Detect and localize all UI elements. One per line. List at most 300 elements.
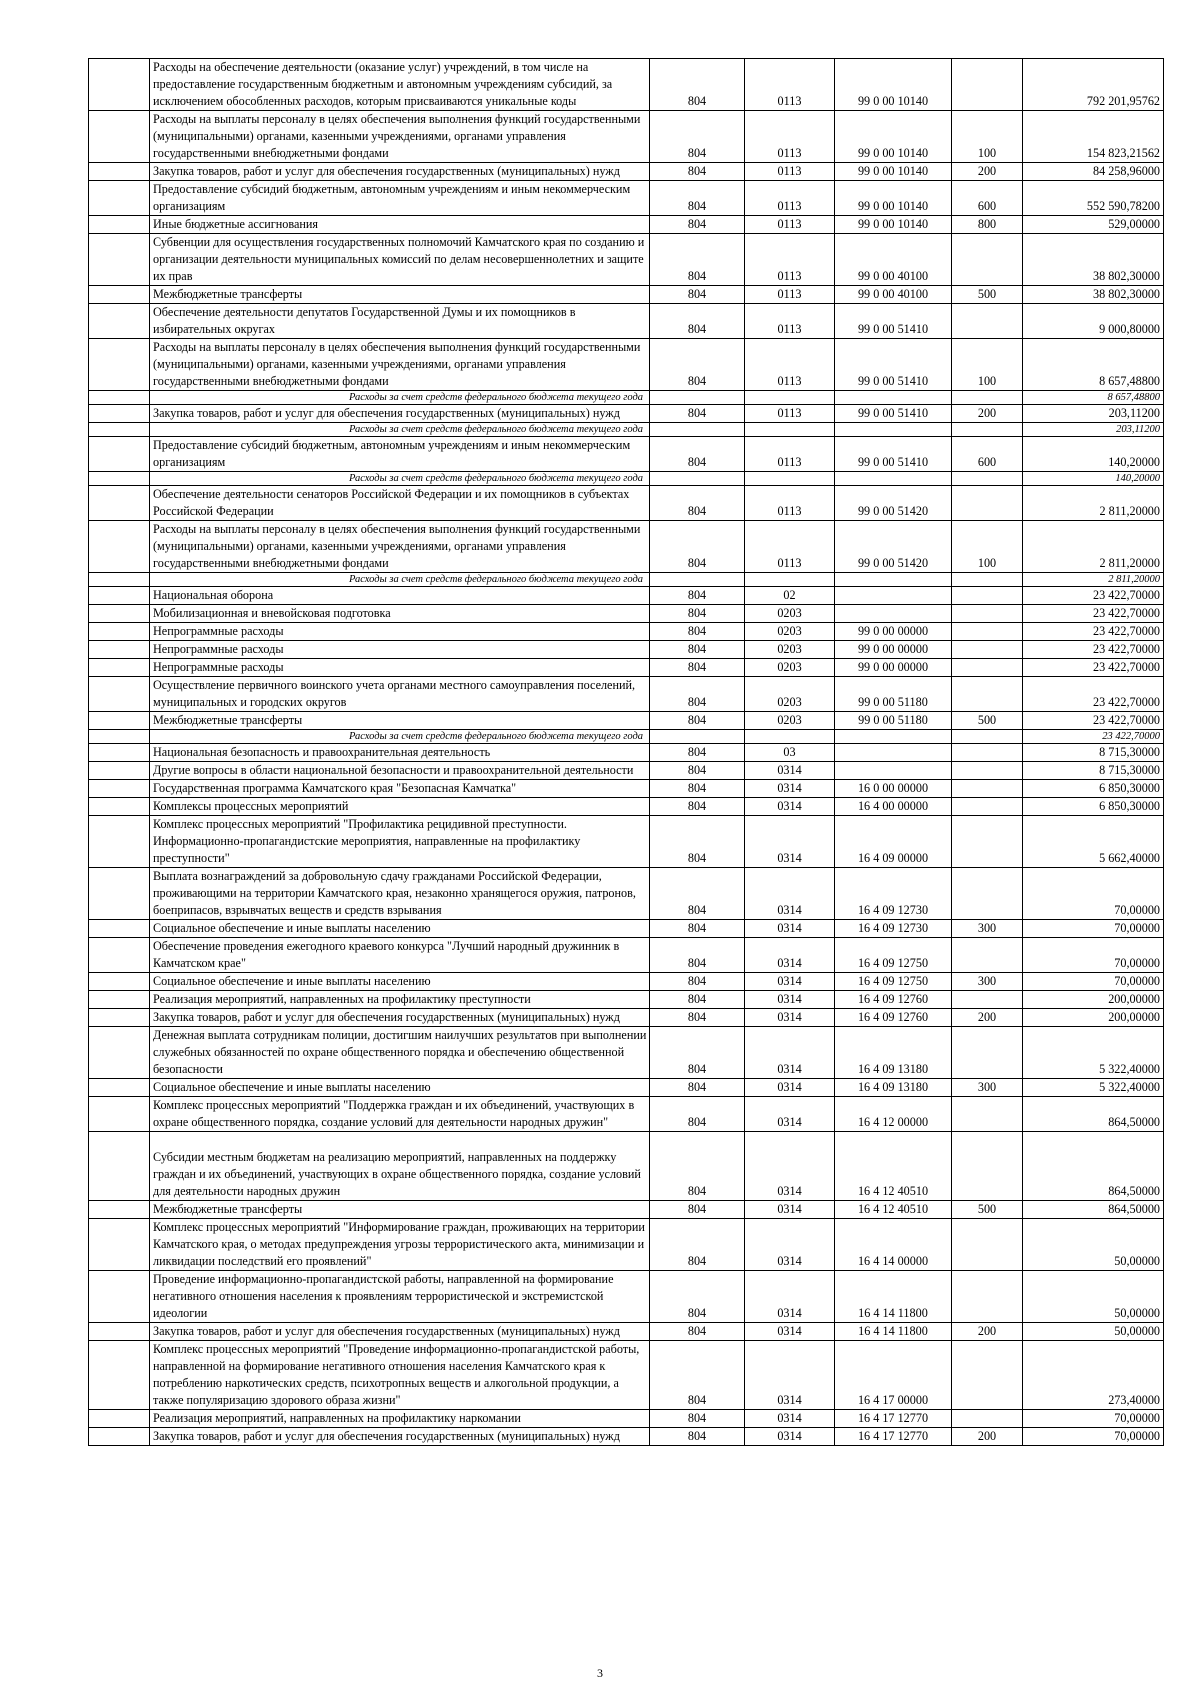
row-section-code: 0314: [745, 1132, 835, 1201]
row-target-code: 99 0 00 51180: [835, 677, 952, 712]
row-ved-code: 804: [650, 1079, 745, 1097]
row-section-code: [745, 391, 835, 405]
row-name: Национальная безопасность и правоохранительная деятельность: [150, 744, 650, 762]
budget-table: [88, 58, 1164, 1446]
row-amount: 2 811,20000: [1023, 521, 1164, 573]
row-amount: 8 715,30000: [1023, 762, 1164, 780]
row-section-code: [745, 423, 835, 437]
table-row: [89, 798, 1164, 816]
table-row: [89, 1027, 1164, 1079]
table-row: [89, 1323, 1164, 1341]
row-margin-cell: [89, 1079, 150, 1097]
row-ved-code: [650, 472, 745, 486]
row-expense-type: [952, 1341, 1023, 1410]
row-section-code: [745, 573, 835, 587]
table-row: [89, 587, 1164, 605]
row-amount: 84 258,96000: [1023, 163, 1164, 181]
row-margin-cell: [89, 712, 150, 730]
row-amount: 70,00000: [1023, 1410, 1164, 1428]
table-row: [89, 1271, 1164, 1323]
row-ved-code: 804: [650, 1027, 745, 1079]
row-ved-code: 804: [650, 938, 745, 973]
table-row: [89, 437, 1164, 472]
row-margin-cell: [89, 677, 150, 712]
row-expense-type: [952, 780, 1023, 798]
row-expense-type: 100: [952, 339, 1023, 391]
row-section-code: 0314: [745, 938, 835, 973]
row-margin-cell: [89, 234, 150, 286]
row-name: Иные бюджетные ассигнования: [150, 216, 650, 234]
page-number: 3: [597, 1666, 603, 1680]
row-ved-code: 804: [650, 641, 745, 659]
row-expense-type: [952, 762, 1023, 780]
row-ved-code: 804: [650, 991, 745, 1009]
table-row: [89, 1079, 1164, 1097]
row-ved-code: 804: [650, 1410, 745, 1428]
row-name: Государственная программа Камчатского края "Безопасная Камчатка": [150, 780, 650, 798]
row-target-code: 99 0 00 51410: [835, 437, 952, 472]
row-ved-code: 804: [650, 1132, 745, 1201]
row-target-code: [835, 730, 952, 744]
row-name: Непрограммные расходы: [150, 659, 650, 677]
table-row: [89, 816, 1164, 868]
budget-table-body: [89, 59, 1164, 1446]
table-row: [89, 286, 1164, 304]
row-margin-cell: [89, 816, 150, 868]
row-section-code: 0113: [745, 405, 835, 423]
row-name: Социальное обеспечение и иные выплаты населению: [150, 1079, 650, 1097]
federal-budget-row: [89, 573, 1164, 587]
row-ved-code: [650, 391, 745, 405]
row-expense-type: 200: [952, 163, 1023, 181]
row-expense-type: [952, 573, 1023, 587]
row-ved-code: 804: [650, 605, 745, 623]
row-name: Национальная оборона: [150, 587, 650, 605]
row-target-code: 16 4 12 40510: [835, 1201, 952, 1219]
row-section-code: [745, 730, 835, 744]
federal-budget-row: [89, 730, 1164, 744]
row-target-code: 16 4 09 12730: [835, 868, 952, 920]
row-margin-cell: [89, 973, 150, 991]
row-target-code: 99 0 00 10140: [835, 181, 952, 216]
row-amount: 23 422,70000: [1023, 587, 1164, 605]
row-amount: 23 422,70000: [1023, 605, 1164, 623]
row-name: Комплекс процессных мероприятий "Поддержка граждан и их объединений, участвующих в охране общественного порядка, создание условий для деятельности народных дружин": [150, 1097, 650, 1132]
row-name: Непрограммные расходы: [150, 623, 650, 641]
row-target-code: 99 0 00 10140: [835, 163, 952, 181]
row-name: Осуществление первичного воинского учета органами местного самоуправления поселений, муниципальных и городских округов: [150, 677, 650, 712]
row-margin-cell: [89, 780, 150, 798]
row-amount: 203,11200: [1023, 405, 1164, 423]
row-amount: 792 201,95762: [1023, 59, 1164, 111]
row-target-code: 16 4 12 00000: [835, 1097, 952, 1132]
row-amount: 50,00000: [1023, 1271, 1164, 1323]
row-target-code: [835, 573, 952, 587]
row-amount: 5 662,40000: [1023, 816, 1164, 868]
table-row: [89, 605, 1164, 623]
row-section-code: 0203: [745, 712, 835, 730]
row-margin-cell: [89, 472, 150, 486]
table-row: [89, 339, 1164, 391]
row-expense-type: [952, 744, 1023, 762]
row-amount: 38 802,30000: [1023, 234, 1164, 286]
row-expense-type: [952, 816, 1023, 868]
row-target-code: 99 0 00 51420: [835, 521, 952, 573]
row-expense-type: [952, 59, 1023, 111]
row-amount: 23 422,70000: [1023, 712, 1164, 730]
budget-table-wrapper: [88, 58, 1164, 1446]
row-ved-code: 804: [650, 677, 745, 712]
row-amount: 6 850,30000: [1023, 798, 1164, 816]
row-target-code: 99 0 00 00000: [835, 659, 952, 677]
row-margin-cell: [89, 304, 150, 339]
row-section-code: 0113: [745, 339, 835, 391]
row-ved-code: 804: [650, 1323, 745, 1341]
row-name: Закупка товаров, работ и услуг для обеспечения государственных (муниципальных) нужд: [150, 1323, 650, 1341]
row-ved-code: 804: [650, 1097, 745, 1132]
row-target-code: 16 0 00 00000: [835, 780, 952, 798]
row-ved-code: 804: [650, 798, 745, 816]
row-name: Комплекс процессных мероприятий "Профилактика рецидивной преступности. Информационно-пропагандистские мероприятия, направленные на профилактику преступности": [150, 816, 650, 868]
row-target-code: [835, 423, 952, 437]
row-ved-code: 804: [650, 744, 745, 762]
table-row: [89, 659, 1164, 677]
row-section-code: 0113: [745, 59, 835, 111]
row-amount: 23 422,70000: [1023, 641, 1164, 659]
row-target-code: [835, 391, 952, 405]
row-expense-type: 300: [952, 1079, 1023, 1097]
row-margin-cell: [89, 868, 150, 920]
row-ved-code: 804: [650, 286, 745, 304]
row-section-code: 0113: [745, 437, 835, 472]
row-target-code: 16 4 17 00000: [835, 1341, 952, 1410]
row-margin-cell: [89, 641, 150, 659]
row-expense-type: [952, 472, 1023, 486]
row-amount: 273,40000: [1023, 1341, 1164, 1410]
row-amount: 8 657,48800: [1023, 339, 1164, 391]
row-expense-type: [952, 587, 1023, 605]
row-name: Расходы на выплаты персоналу в целях обеспечения выполнения функций государственными (муниципальными) органами, казенными учреждениями, органами управления государственными внебюджетными фондами: [150, 521, 650, 573]
row-expense-type: [952, 1410, 1023, 1428]
row-name: Обеспечение деятельности депутатов Государственной Думы и их помощников в избирательных округах: [150, 304, 650, 339]
table-row: [89, 1132, 1164, 1201]
table-row: [89, 973, 1164, 991]
row-amount: 203,11200: [1023, 423, 1164, 437]
row-ved-code: 804: [650, 111, 745, 163]
row-target-code: 99 0 00 40100: [835, 286, 952, 304]
row-margin-cell: [89, 920, 150, 938]
row-margin-cell: [89, 1219, 150, 1271]
row-name: Проведение информационно-пропагандистской работы, направленной на формирование негативного отношения населения к проявлениям террористической и экстремистской идеологии: [150, 1271, 650, 1323]
row-amount: 8 657,48800: [1023, 391, 1164, 405]
row-expense-type: 600: [952, 437, 1023, 472]
row-expense-type: [952, 798, 1023, 816]
row-section-code: 0113: [745, 286, 835, 304]
row-name: Расходы за счет средств федерального бюджета текущего года: [150, 573, 650, 587]
row-expense-type: [952, 486, 1023, 521]
row-expense-type: [952, 641, 1023, 659]
row-target-code: 16 4 14 11800: [835, 1271, 952, 1323]
row-margin-cell: [89, 762, 150, 780]
row-ved-code: 804: [650, 920, 745, 938]
row-amount: 864,50000: [1023, 1132, 1164, 1201]
table-row: [89, 920, 1164, 938]
row-amount: 70,00000: [1023, 920, 1164, 938]
row-target-code: 16 4 09 00000: [835, 816, 952, 868]
row-ved-code: 804: [650, 780, 745, 798]
row-ved-code: 804: [650, 234, 745, 286]
row-target-code: 16 4 09 12750: [835, 938, 952, 973]
row-target-code: 99 0 00 40100: [835, 234, 952, 286]
row-name: Непрограммные расходы: [150, 641, 650, 659]
row-target-code: 16 4 09 13180: [835, 1027, 952, 1079]
row-margin-cell: [89, 798, 150, 816]
row-section-code: 0314: [745, 1323, 835, 1341]
row-margin-cell: [89, 1132, 150, 1201]
row-target-code: 99 0 00 00000: [835, 623, 952, 641]
table-row: [89, 163, 1164, 181]
table-row: [89, 762, 1164, 780]
row-target-code: 16 4 09 12750: [835, 973, 952, 991]
row-target-code: [835, 744, 952, 762]
row-amount: 23 422,70000: [1023, 730, 1164, 744]
row-amount: 23 422,70000: [1023, 623, 1164, 641]
row-expense-type: [952, 304, 1023, 339]
row-margin-cell: [89, 1009, 150, 1027]
table-row: [89, 111, 1164, 163]
row-target-code: 99 0 00 51410: [835, 339, 952, 391]
row-name: Межбюджетные трансферты: [150, 1201, 650, 1219]
row-section-code: 0113: [745, 181, 835, 216]
row-amount: 864,50000: [1023, 1097, 1164, 1132]
row-ved-code: 804: [650, 216, 745, 234]
row-expense-type: 600: [952, 181, 1023, 216]
row-margin-cell: [89, 1271, 150, 1323]
row-target-code: 16 4 14 11800: [835, 1323, 952, 1341]
row-section-code: 0314: [745, 1097, 835, 1132]
row-ved-code: 804: [650, 437, 745, 472]
row-margin-cell: [89, 1428, 150, 1446]
row-expense-type: 200: [952, 1428, 1023, 1446]
row-name: Расходы на обеспечение деятельности (оказание услуг) учреждений, в том числе на предоставление государственным бюджетным и автономным учреждениям субсидий, за исключением обособленных расходов, которым присваиваются уникальные коды: [150, 59, 650, 111]
row-section-code: 0314: [745, 1009, 835, 1027]
row-ved-code: 804: [650, 973, 745, 991]
row-ved-code: 804: [650, 339, 745, 391]
row-amount: 23 422,70000: [1023, 659, 1164, 677]
row-section-code: 0314: [745, 798, 835, 816]
row-section-code: 0314: [745, 1271, 835, 1323]
row-margin-cell: [89, 938, 150, 973]
table-row: [89, 486, 1164, 521]
row-name: Расходы за счет средств федерального бюджета текущего года: [150, 423, 650, 437]
row-name: Закупка товаров, работ и услуг для обеспечения государственных (муниципальных) нужд: [150, 405, 650, 423]
row-expense-type: 500: [952, 712, 1023, 730]
row-amount: 200,00000: [1023, 1009, 1164, 1027]
row-name: Обеспечение проведения ежегодного краевого конкурса "Лучший народный дружинник в Камчатском крае": [150, 938, 650, 973]
row-section-code: 0314: [745, 1079, 835, 1097]
row-section-code: 0314: [745, 1428, 835, 1446]
row-expense-type: 500: [952, 286, 1023, 304]
row-section-code: 0314: [745, 1410, 835, 1428]
row-margin-cell: [89, 730, 150, 744]
table-row: [89, 1009, 1164, 1027]
row-section-code: 0203: [745, 677, 835, 712]
row-name: Закупка товаров, работ и услуг для обеспечения государственных (муниципальных) нужд: [150, 163, 650, 181]
table-row: [89, 744, 1164, 762]
row-name: Межбюджетные трансферты: [150, 286, 650, 304]
row-margin-cell: [89, 181, 150, 216]
row-section-code: 0314: [745, 1201, 835, 1219]
table-row: [89, 234, 1164, 286]
row-amount: 70,00000: [1023, 938, 1164, 973]
row-ved-code: 804: [650, 1428, 745, 1446]
federal-budget-row: [89, 423, 1164, 437]
table-row: [89, 623, 1164, 641]
row-expense-type: 300: [952, 920, 1023, 938]
table-row: [89, 938, 1164, 973]
row-expense-type: [952, 659, 1023, 677]
row-ved-code: 804: [650, 1009, 745, 1027]
row-margin-cell: [89, 623, 150, 641]
row-margin-cell: [89, 573, 150, 587]
row-expense-type: 200: [952, 1323, 1023, 1341]
row-expense-type: [952, 938, 1023, 973]
row-section-code: 0314: [745, 816, 835, 868]
row-ved-code: 804: [650, 816, 745, 868]
row-name: Расходы на выплаты персоналу в целях обеспечения выполнения функций государственными (муниципальными) органами, казенными учреждениями, органами управления государственными внебюджетными фондами: [150, 339, 650, 391]
row-expense-type: [952, 1132, 1023, 1201]
row-name: Расходы за счет средств федерального бюджета текущего года: [150, 472, 650, 486]
row-name: Закупка товаров, работ и услуг для обеспечения государственных (муниципальных) нужд: [150, 1009, 650, 1027]
row-name: Предоставление субсидий бюджетным, автономным учреждениям и иным некоммерческим организациям: [150, 437, 650, 472]
row-ved-code: 804: [650, 659, 745, 677]
row-target-code: 99 0 00 00000: [835, 641, 952, 659]
row-target-code: 16 4 09 12760: [835, 1009, 952, 1027]
row-amount: 154 823,21562: [1023, 111, 1164, 163]
row-section-code: 0314: [745, 991, 835, 1009]
row-section-code: 0113: [745, 216, 835, 234]
row-expense-type: [952, 1027, 1023, 1079]
row-margin-cell: [89, 111, 150, 163]
row-margin-cell: [89, 1410, 150, 1428]
row-expense-type: [952, 423, 1023, 437]
row-margin-cell: [89, 216, 150, 234]
table-row: [89, 712, 1164, 730]
row-target-code: 99 0 00 10140: [835, 111, 952, 163]
row-target-code: [835, 762, 952, 780]
row-expense-type: [952, 1219, 1023, 1271]
row-target-code: 99 0 00 51410: [835, 304, 952, 339]
row-section-code: 0113: [745, 111, 835, 163]
row-ved-code: 804: [650, 521, 745, 573]
row-section-code: 0314: [745, 780, 835, 798]
row-amount: 70,00000: [1023, 973, 1164, 991]
table-row: [89, 1428, 1164, 1446]
row-name: Закупка товаров, работ и услуг для обеспечения государственных (муниципальных) нужд: [150, 1428, 650, 1446]
row-margin-cell: [89, 163, 150, 181]
row-ved-code: 804: [650, 712, 745, 730]
row-expense-type: 200: [952, 405, 1023, 423]
table-row: [89, 677, 1164, 712]
row-section-code: 0314: [745, 868, 835, 920]
table-row: [89, 521, 1164, 573]
row-margin-cell: [89, 1097, 150, 1132]
row-section-code: 0113: [745, 521, 835, 573]
row-name: Денежная выплата сотрудникам полиции, достигшим наилучших результатов при выполнении служебных обязанностей по охране общественного порядка и обеспечению общественной безопасности: [150, 1027, 650, 1079]
row-amount: 70,00000: [1023, 868, 1164, 920]
row-expense-type: 100: [952, 111, 1023, 163]
row-margin-cell: [89, 991, 150, 1009]
row-amount: 529,00000: [1023, 216, 1164, 234]
row-expense-type: [952, 677, 1023, 712]
row-target-code: 16 4 00 00000: [835, 798, 952, 816]
row-ved-code: [650, 423, 745, 437]
row-section-code: [745, 472, 835, 486]
row-ved-code: 804: [650, 623, 745, 641]
row-name: Субсидии местным бюджетам на реализацию мероприятий, направленных на поддержку граждан и их объединений, участвующих в охране общественного порядка, создание условий для деятельности народных дружин: [150, 1132, 650, 1201]
row-ved-code: 804: [650, 1271, 745, 1323]
row-ved-code: [650, 730, 745, 744]
row-expense-type: [952, 391, 1023, 405]
row-ved-code: [650, 573, 745, 587]
row-ved-code: 804: [650, 1341, 745, 1410]
row-expense-type: 100: [952, 521, 1023, 573]
row-target-code: 16 4 09 12730: [835, 920, 952, 938]
row-expense-type: 500: [952, 1201, 1023, 1219]
row-target-code: 16 4 17 12770: [835, 1428, 952, 1446]
row-target-code: [835, 605, 952, 623]
row-margin-cell: [89, 1201, 150, 1219]
row-margin-cell: [89, 339, 150, 391]
row-name: Комплекс процессных мероприятий "Проведение информационно-пропагандистской работы, направленной на формирование негативного отношения населения Камчатского края к потреблению наркотических средств, психотропных веществ и алкогольной продукции, а также популяризацию здорового образа жизни": [150, 1341, 650, 1410]
row-margin-cell: [89, 521, 150, 573]
federal-budget-row: [89, 472, 1164, 486]
row-section-code: 0113: [745, 163, 835, 181]
row-ved-code: 804: [650, 868, 745, 920]
row-amount: 864,50000: [1023, 1201, 1164, 1219]
table-row: [89, 1341, 1164, 1410]
row-expense-type: [952, 991, 1023, 1009]
row-amount: 2 811,20000: [1023, 486, 1164, 521]
row-margin-cell: [89, 391, 150, 405]
row-margin-cell: [89, 587, 150, 605]
row-expense-type: [952, 623, 1023, 641]
row-ved-code: 804: [650, 1219, 745, 1271]
row-amount: 8 715,30000: [1023, 744, 1164, 762]
table-row: [89, 59, 1164, 111]
row-margin-cell: [89, 1027, 150, 1079]
row-name: Предоставление субсидий бюджетным, автономным учреждениям и иным некоммерческим организациям: [150, 181, 650, 216]
row-amount: 50,00000: [1023, 1219, 1164, 1271]
row-ved-code: 804: [650, 405, 745, 423]
row-section-code: 0203: [745, 623, 835, 641]
row-name: Мобилизационная и вневойсковая подготовка: [150, 605, 650, 623]
table-row: [89, 216, 1164, 234]
row-expense-type: 300: [952, 973, 1023, 991]
table-row: [89, 1410, 1164, 1428]
row-name: Реализация мероприятий, направленных на профилактику преступности: [150, 991, 650, 1009]
row-amount: 50,00000: [1023, 1323, 1164, 1341]
table-row: [89, 641, 1164, 659]
row-ved-code: 804: [650, 304, 745, 339]
row-target-code: 99 0 00 51420: [835, 486, 952, 521]
row-name: Комплекс процессных мероприятий "Информирование граждан, проживающих на территории Камчатского края, о методах предупреждения угрозы террористического акта, минимизации и ликвидации последствий его проявлений": [150, 1219, 650, 1271]
row-name: Расходы на выплаты персоналу в целях обеспечения выполнения функций государственными (муниципальными) органами, казенными учреждениями, органами управления государственными внебюджетными фондами: [150, 111, 650, 163]
row-margin-cell: [89, 1323, 150, 1341]
row-name: Социальное обеспечение и иные выплаты населению: [150, 973, 650, 991]
row-name: Расходы за счет средств федерального бюджета текущего года: [150, 730, 650, 744]
row-target-code: 16 4 09 13180: [835, 1079, 952, 1097]
